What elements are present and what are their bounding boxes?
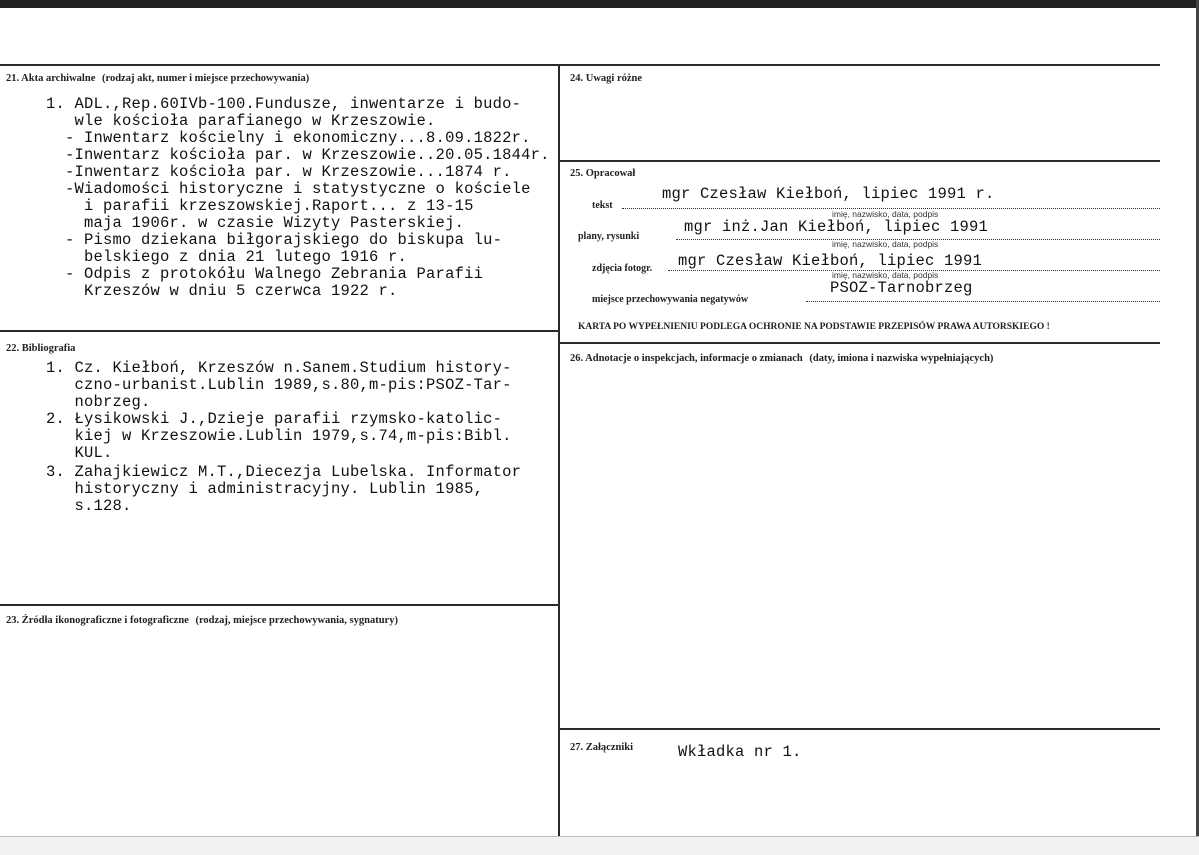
divider-21-22: [0, 330, 559, 332]
section-26-sublabel: (daty, imiona i nazwiska wypełniających): [809, 353, 994, 364]
s21-line: 1. ADL.,Rep.60IVb-100.Fundusze, inwentarze i budo-: [46, 95, 522, 113]
section-25-title: 25. Opracował: [570, 168, 636, 179]
section-23-sublabel: (rodzaj, miejsce przechowywania, sygnatury): [195, 615, 398, 626]
section-21-title: [6, 73, 309, 84]
row-label-photos: zdjęcia fotogr.: [592, 263, 653, 274]
s21-line: -Inwentarz kościoła par. w Krzeszowie...1874 r.: [46, 163, 512, 181]
s22-line: nobrzeg.: [46, 393, 151, 411]
s22-line: kiej w Krzeszowie.Lublin 1979,s.74,m-pis:Bibl.: [46, 427, 512, 445]
section-23-title: [6, 615, 398, 626]
section-21-sublabel: (rodzaj akt, numer i miejsce przechowywania): [101, 73, 310, 84]
s22-line: KUL.: [46, 444, 113, 462]
s21-line: - Inwentarz kościelny i ekonomiczny...8.09.1822r.: [46, 129, 531, 147]
row-hint-photos: imię, nazwisko, data, podpis: [832, 270, 939, 280]
divider-25-26: [559, 342, 1160, 344]
row-label-text: tekst: [592, 200, 613, 211]
scan-edge-top: [0, 0, 1199, 8]
s21-line: -Wiadomości historyczne i statystyczne o kościele: [46, 180, 531, 198]
row-value-photos: mgr Czesław Kiełboń, lipiec 1991: [678, 252, 983, 270]
row-label-negatives: miejsce przechowywania negatywów: [592, 294, 749, 305]
s22-line: czno-urbanist.Lublin 1989,s.80,m-pis:PSOZ-Tar-: [46, 376, 512, 394]
divider-22-23: [0, 604, 559, 606]
section-26-title: [570, 353, 993, 364]
s22-line: historyczny i administracyjny. Lublin 1985,: [46, 480, 484, 498]
section-22-title: 22. Bibliografia: [6, 343, 76, 354]
form-top-rule: [0, 64, 1160, 66]
divider-24-25: [559, 160, 1160, 162]
s22-line: 3. Zahajkiewicz M.T.,Diecezja Lubelska. Informator: [46, 463, 522, 481]
row-value-text: mgr Czesław Kiełboń, lipiec 1991 r.: [662, 185, 995, 203]
s21-line: wle kościoła parafianego w Krzeszowie.: [46, 112, 436, 130]
s22-line: 1. Cz. Kiełboń, Krzeszów n.Sanem.Studium history-: [46, 359, 512, 377]
s22-line: s.128.: [46, 497, 132, 515]
form-center-divider: [558, 64, 560, 836]
section-24-title: 24. Uwagi różne: [570, 73, 643, 84]
s21-line: - Odpis z protokółu Walnego Zebrania Parafii: [46, 265, 484, 283]
row-hint-drawings: imię, nazwisko, data, podpis: [832, 239, 939, 249]
divider-26-27: [559, 728, 1160, 730]
section-26-label: 26. Adnotacje o inspekcjach, informacje o zmianach: [570, 353, 803, 364]
s21-line: maja 1906r. w czasie Wizyty Pasterskiej.: [46, 214, 465, 232]
s21-line: Krzeszów w dniu 5 czerwca 1922 r.: [46, 282, 398, 300]
scan-edge-bottom: [0, 836, 1199, 855]
row-hint-text: imię, nazwisko, data, podpis: [832, 209, 939, 219]
s21-line: - Pismo dziekana biłgorajskiego do biskupa lu-: [46, 231, 503, 249]
s21-line: -Inwentarz kościoła par. w Krzeszowie..20.05.1844r.: [46, 146, 550, 164]
row-label-drawings: plany, rysunki: [578, 231, 640, 242]
s22-line: 2. Łysikowski J.,Dzieje parafii rzymsko-katolic-: [46, 410, 503, 428]
section-21-label: 21. Akta archiwalne: [6, 73, 96, 84]
section-23-label: 23. Źródła ikonograficzne i fotograficzne: [6, 615, 189, 626]
row-value-drawings: mgr inż.Jan Kiełboń, lipiec 1991: [684, 218, 989, 236]
row-value-negatives: PSOZ-Tarnobrzeg: [830, 279, 973, 297]
copyright-notice: KARTA PO WYPEŁNIENIU PODLEGA OCHRONIE NA PODSTAWIE PRZEPISÓW PRAWA AUTORSKIEGO !: [578, 322, 1050, 332]
section-27-title: 27. Załączniki: [570, 742, 634, 753]
s21-line: i parafii krzeszowskiej.Raport... z 13-15: [46, 197, 474, 215]
attachments-value: Wkładka nr 1.: [678, 743, 802, 761]
dotted-line: [806, 301, 1160, 302]
s21-line: belskiego z dnia 21 lutego 1916 r.: [46, 248, 408, 266]
